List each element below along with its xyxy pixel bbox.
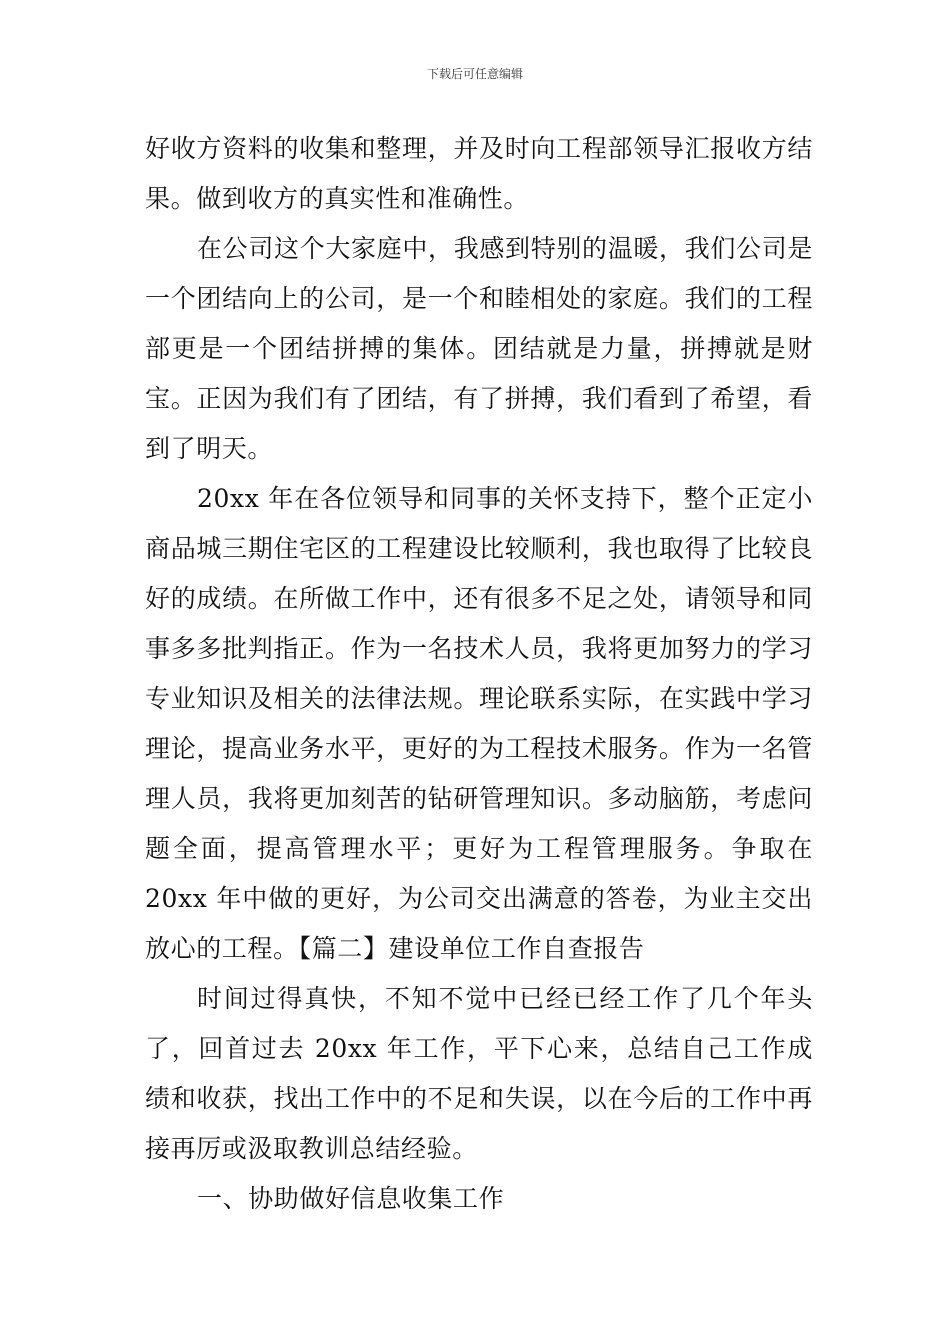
paragraph-4: 时间过得真快，不知不觉中已经已经工作了几个年头了，回首过去 20xx 年工作，平下心来，总结自己工作成绩和收获，找出工作中的不足和失误，以在今后的工作中再接再厉或汲取教训总结经验。 <box>145 984 813 1163</box>
paragraph-2: 在公司这个大家庭中，我感到特别的温暖，我们公司是一个团结向上的公司，是一个和睦相处的家庭。我们的工程部更是一个团结拼搏的集体。团结就是力量，拼搏就是财宝。正因为我们有了团结，有了拼搏，我们看到了希望，看到了明天。 <box>145 234 813 463</box>
page-header: 下载后可任意编辑 <box>426 67 523 81</box>
section-heading: 一、协助做好信息收集工作 <box>197 1184 505 1213</box>
paragraph-1: 好收方资料的收集和整理，并及时向工程部领导汇报收方结果。做到收方的真实性和准确性。 <box>145 134 813 213</box>
document-body <box>145 124 813 1224</box>
paragraph-3: 20xx 年在各位领导和同事的关怀支持下，整个正定小商品城三期住宅区的工程建设比较顺利，我也取得了比较良好的成绩。在所做工作中，还有很多不足之处，请领导和同事多多批判指正。作为一名技术人员，我将更加努力的学习专业知识及相关的法律法规。理论联系实际，在实践中学习理论，提高业务水平，更好的为工程技术服务。作为一名管理人员，我将更加刻苦的钻研管理知识。多动脑筋，考虑问题全面，提高管理水平；更好为工程管理服务。争取在 20xx 年中做的更好，为公司交出满意的答卷，为业主交出放心的工程。【篇二】建设单位工作自查报告 <box>145 484 813 963</box>
